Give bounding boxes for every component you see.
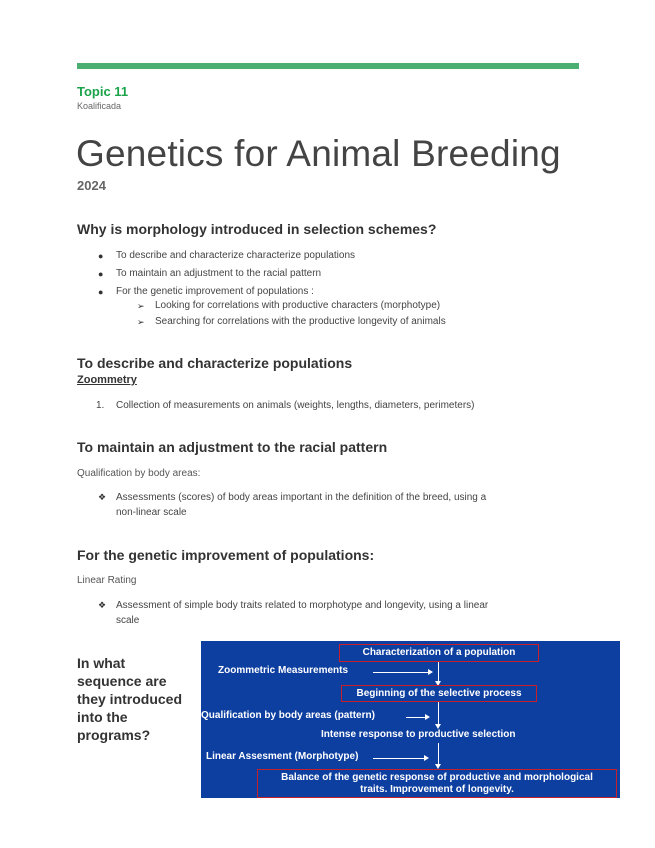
question-line: programs?: [77, 727, 151, 743]
arrow-right-icon: [428, 669, 433, 675]
diamond-item-line: scale: [116, 615, 140, 626]
topic-label: Topic 11: [77, 84, 129, 99]
header-rule: [77, 63, 579, 69]
arrow-line: [406, 717, 426, 718]
question-line: In what: [77, 655, 126, 671]
diagram-box-balance: [257, 769, 617, 798]
diagram-label-intense-response: Intense response to productive selection: [321, 729, 516, 740]
arrow-bullet-icon: ➢: [137, 301, 145, 311]
diamond-bullet-icon: ❖: [98, 492, 107, 502]
subheading-zoommetry: Zoommetry: [77, 374, 137, 386]
bullet-dot-icon: ●: [98, 287, 104, 297]
arrow-line: [438, 702, 439, 725]
arrow-line: [373, 758, 425, 759]
arrow-line: [438, 743, 439, 765]
heading-racial-pattern: To maintain an adjustment to the racial pattern: [77, 439, 388, 455]
bullet-item: For the genetic improvement of populations :: [116, 286, 314, 297]
arrow-right-icon: [424, 755, 429, 761]
diamond-bullet-icon: ❖: [98, 600, 107, 610]
diagram-box-beginning: Beginning of the selective process: [341, 685, 537, 702]
sequence-diagram: [201, 641, 620, 798]
diamond-item-line: Assessment of simple body traits related to morphotype and longevity, using a linear: [116, 600, 489, 611]
intro-text: Qualification by body areas:: [77, 468, 201, 479]
arrow-line: [438, 662, 439, 682]
question-line: into the: [77, 709, 128, 725]
list-number: 1.: [96, 400, 105, 411]
arrow-right-icon: [425, 714, 430, 720]
question-line: they introduced: [77, 691, 183, 707]
bullet-dot-icon: ●: [98, 251, 104, 261]
diamond-item-line: non-linear scale: [116, 507, 187, 518]
page-title: Genetics for Animal Breeding: [76, 133, 561, 174]
bullet-item: To describe and characterize characterize populations: [116, 250, 356, 261]
diagram-label-linear-assessment: Linear Assesment (Morphotype): [206, 751, 359, 762]
arrow-line: [373, 672, 429, 673]
heading-why-morphology: Why is morphology introduced in selection schemes?: [77, 221, 437, 237]
year-label: 2024: [77, 178, 106, 193]
bullet-dot-icon: ●: [98, 269, 104, 279]
heading-genetic-improvement: For the genetic improvement of populations:: [77, 547, 375, 563]
numbered-item: Collection of measurements on animals (weights, lengths, diameters, perimeters): [116, 400, 475, 411]
sub-bullet-item: Looking for correlations with productive characters (morphotype): [155, 300, 441, 311]
sub-bullet-item: Searching for correlations with the productive longevity of animals: [155, 316, 446, 327]
diagram-label-qualification: Qualification by body areas (pattern): [201, 710, 375, 721]
intro-text: Linear Rating: [77, 575, 137, 586]
bullet-item: To maintain an adjustment to the racial pattern: [116, 268, 322, 279]
sequence-question: [77, 654, 192, 744]
arrow-bullet-icon: ➢: [137, 317, 145, 327]
diagram-label-zoommetric: Zoommetric Measurements: [218, 665, 349, 676]
organization-label: Koalificada: [77, 101, 122, 111]
question-line: sequence are: [77, 673, 167, 689]
diagram-box-characterization: Characterization of a population: [339, 644, 539, 662]
diagram-box-text-line: Balance of the genetic response of productive and morphological: [281, 772, 593, 783]
heading-describe-populations: To describe and characterize populations: [77, 355, 353, 371]
diamond-item-line: Assessments (scores) of body areas important in the definition of the breed, using a: [116, 492, 487, 503]
diagram-box-text-line: traits. Improvement of longevity.: [360, 784, 514, 795]
